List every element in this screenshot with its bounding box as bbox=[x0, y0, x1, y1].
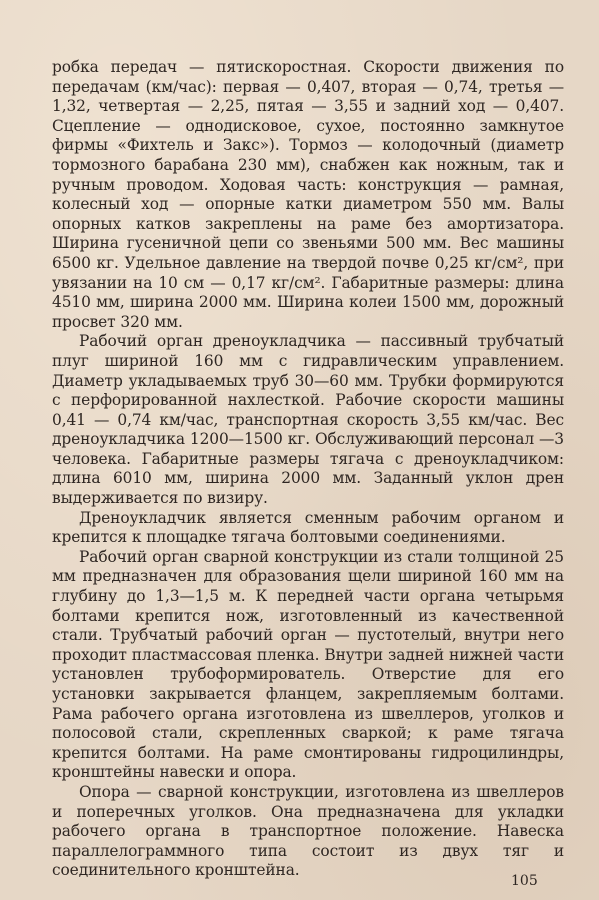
page-number: 105 bbox=[511, 873, 538, 889]
paragraph-mounting: Дреноукладчик является сменным рабочим органом и крепится к площадке тягача болтовыми соединениями. bbox=[52, 508, 564, 547]
paragraph-gearbox-chassis: робка передач — пятискоростная. Скорости движения по передачам (км/час): первая — 0,407, вторая — 0,74, третья — 1,32, четвертая — 2,25, пятая — 3,55 и задний ход — 0,407. Сцепление — однодисковое, сухое, постоянно замкнутое фирмы «Фихтель и Закс»). Тормоз — колодочный (диаметр тормозного барабана 230 мм), снабжен как ножным, так и ручным проводом. Ходовая часть: конструкция — рамная, колесный ход — опорные катки диаметром 550 мм. Валы опорных катков закреплены на раме без амортизатора. Ширина гусеничной цепи со звеньями 500 мм. Вес машины 6500 кг. Удельное давление на твердой почве 0,25 кг/см², при увязании на 10 см — 0,17 кг/см². Габаритные размеры: длина 4510 мм, ширина 2000 мм. Ширина колеи 1500 мм, дорожный просвет 320 мм. bbox=[52, 58, 564, 331]
paragraph-welded-construction: Рабочий орган сварной конструкции из стали толщиной 25 мм предназначен для образования щели шириной 160 мм на глубину до 1,3—1,5 м. К передней части органа четырьмя болтами крепится нож, изготовленный из качественной стали. Трубчатый рабочий орган — пустотелый, внутри него проходит пластмассовая пленка. Внутри задней нижней части установлен трубоформирователь. Отверстие для его установки закрывается фланцем, закрепляемым болтами. Рама рабочего органа изготовлена из швеллеров, уголков и полосовой стали, скрепленных сваркой; к раме тягача крепится болтами. На раме смонтированы гидроцилиндры, кронштейны навески и опора. bbox=[52, 547, 564, 782]
paragraph-support: Опора — сварной конструкции, изготовлена из швеллеров и поперечных уголков. Она предназначена для укладки рабочего органа в транспортное положение. Навеска параллелограммного типа состоит из двух тяг и соединительного кронштейна. bbox=[52, 782, 564, 880]
paragraph-working-organ: Рабочий орган дреноукладчика — пассивный трубчатый плуг шириной 160 мм с гидравлическим управлением. Диаметр укладываемых труб 30—60 мм. Трубки формируются с перфорированной нахлесткой. Рабочие скорости машины 0,41 — 0,74 км/час, транспортная скорость 3,55 км/час. Вес дреноукладчика 1200—1500 кг. Обслуживающий персонал —3 человека. Габаритные размеры тягача с дреноукладчиком: длина 6010 мм, ширина 2000 мм. Заданный уклон дрен выдерживается по визиру. bbox=[52, 332, 564, 508]
book-page bbox=[52, 58, 564, 881]
